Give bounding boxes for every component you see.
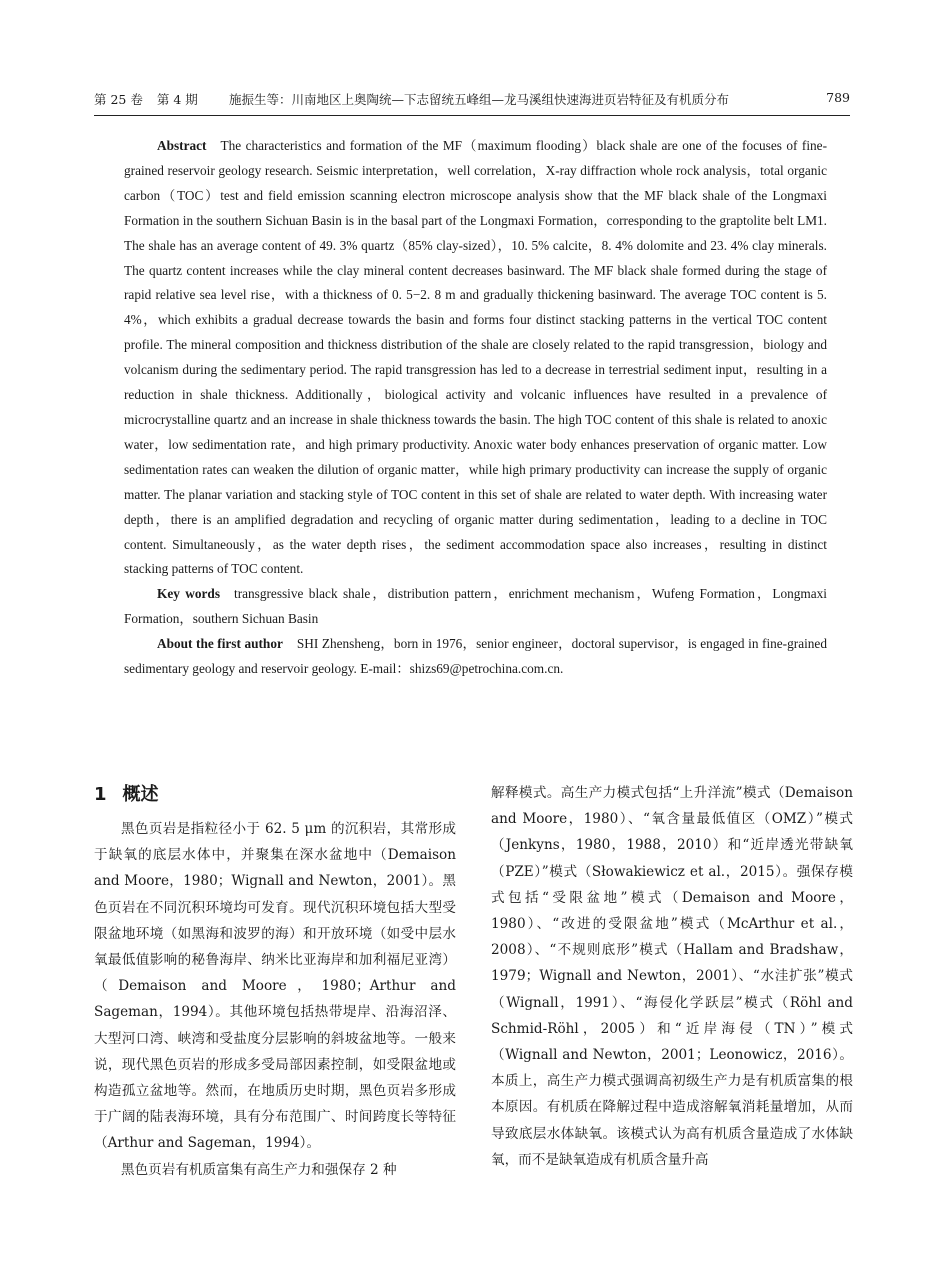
body-paragraph-1: 黑色页岩是指粒径小于 62. 5 μm 的沉积岩，其常形成于缺氧的底层水体中，并聚集在深水盆地中（Demaison and Moore，1980；Wignall and Newton，2001）。黑色页岩在不同沉积环境均可发育。现代沉积环境包括大型受限盆地环境（如黑海和波罗的海）和开放环境（如受中层水氧最低值影响的秘鲁海岸、纳米比亚海岸和加利福尼亚湾）（Demaison and Moore，1980；Arthur and Sageman，1994）。其他环境包括热带堤岸、沿海沼泽、大型河口湾、峡湾和受盐度分层影响的斜坡盆地等。一般来说，现代黑色页岩的形成多受局部因素控制，如受限盆地或构造孤立盆地等。然而，在地质历史时期，黑色页岩多形成于广阔的陆表海环境，具有分布范围广、时间跨度长等特征（Arthur and Sageman，1994）。	[94, 821, 456, 1152]
running-title: 施振生等：川南地区上奥陶统—下志留统五峰组—龙马溪组快速海进页岩特征及有机质分布	[229, 92, 730, 107]
abstract-text: The characteristics and formation of the MF（maximum flooding）black shale are one of the focuses of fine-grained reservoir geology research. Seismic interpretation，well correlation，X-ray diffraction whole rock analysis，total organic carbon（TOC）test and field emission scanning electron microscope analysis show that the MF black shale of the Longmaxi Formation in the southern Sichuan Basin is in the basal part of the Longmaxi Formation，corresponding to the graptolite belt LM1. The shale has an average content of 49. 3% quartz（85% clay-sized），10. 5% calcite，8. 4% dolomite and 23. 4% clay minerals. The quartz content increases while the clay mineral content decreases basinward. The MF black shale formed during the stage of rapid relative sea level rise，with a thickness of 0. 5−2. 8 m and gradually thickening basinward. The average TOC content is 5. 4%，which exhibits a gradual decrease towards the basin and forms four distinct stacking patterns in the vertical TOC content profile. The mineral composition and thickness distribution of the shale are closely related to the rapid transgression，biology and volcanism during the sedimentary period. The rapid transgression has led to a decrease in terrestrial sediment input，resulting in a reduction in shale thickness. Additionally，biological activity and volcanic influences have resulted in a prevalence of microcrystalline quartz and an increase in shale thickness towards the basin. The high TOC content of this shale is related to anoxic water，low sedimentation rate，and high primary productivity. Anoxic water body enhances preservation of organic matter. Low sedimentation rates can weaken the dilution of organic matter，while high primary productivity can increase the supply of organic matter. The planar variation and stacking style of TOC content in this set of shale are related to water depth. With increasing water depth，there is an amplified degradation and recycling of organic matter during sedimentation，leading to a decline in TOC content. Simultaneously，as the water depth rises，the sediment accommodation space also increases，resulting in distinct stacking patterns of TOC content.	[124, 138, 827, 577]
body-column-right	[491, 780, 853, 1173]
keywords-label: Key words	[157, 586, 220, 602]
english-abstract	[124, 134, 827, 682]
section-heading	[94, 780, 456, 816]
keywords-text: transgressive black shale，distribution pattern，enrichment mechanism，Wufeng Formation，Longmaxi Formation，southern Sichuan Basin	[124, 586, 827, 627]
header-rule	[94, 115, 850, 116]
section-number: 1	[94, 784, 107, 805]
issue-label: 第 4 期	[156, 92, 198, 107]
author-label: About the first author	[157, 636, 283, 652]
abstract-label: Abstract	[157, 138, 207, 153]
running-header	[94, 90, 850, 114]
author-paragraph	[124, 632, 827, 682]
keywords-paragraph	[124, 582, 827, 632]
author-text: SHI Zhensheng，born in 1976，senior engineer，doctoral supervisor，is engaged in fine-grained sedimentary geology and reservoir geology. E-mail：shizs69@petrochina.com.cn.	[124, 636, 827, 677]
page-number: 789	[826, 90, 850, 105]
body-paragraph-2-continued: 解释模式。高生产力模式包括“上升洋流”模式（Demaison and Moore，1980）、“氧含量最低值区（OMZ）”模式（Jenkyns，1980，1988，2010）和“近岸透光带缺氧（PZE）”模式（Słowakiewicz et al.，2015）。强保存模式包括“受限盆地”模式（Demaison and Moore，1980）、“改进的受限盆地”模式（McArthur et al.，2008）、“不规则底形”模式（Hallam and Bradshaw，1979；Wignall and Newton，2001）、“水洼扩张”模式（Wignall，1991）、“海侵化学跃层”模式（Röhl and Schmid-Röhl，2005）和“近岸海侵（TN）”模式（Wignall and Newton，2001；Leonowicz，2016）。本质上，高生产力模式强调高初级生产力是有机质富集的根本原因。有机质在降解过程中造成溶解氧消耗量增加，从而导致底层水体缺氧。该模式认为高有机质含量造成了水体缺氧，而不是缺氧造成有机质含量升高	[491, 785, 853, 1168]
section-title: 概述	[122, 784, 159, 805]
journal-issue	[94, 90, 212, 108]
abstract-paragraph	[124, 134, 827, 582]
volume-label: 第 25 卷	[94, 92, 143, 107]
body-column-left	[94, 780, 456, 1183]
body-paragraph-2-start: 黑色页岩有机质富集有高生产力和强保存 2 种	[121, 1161, 397, 1178]
